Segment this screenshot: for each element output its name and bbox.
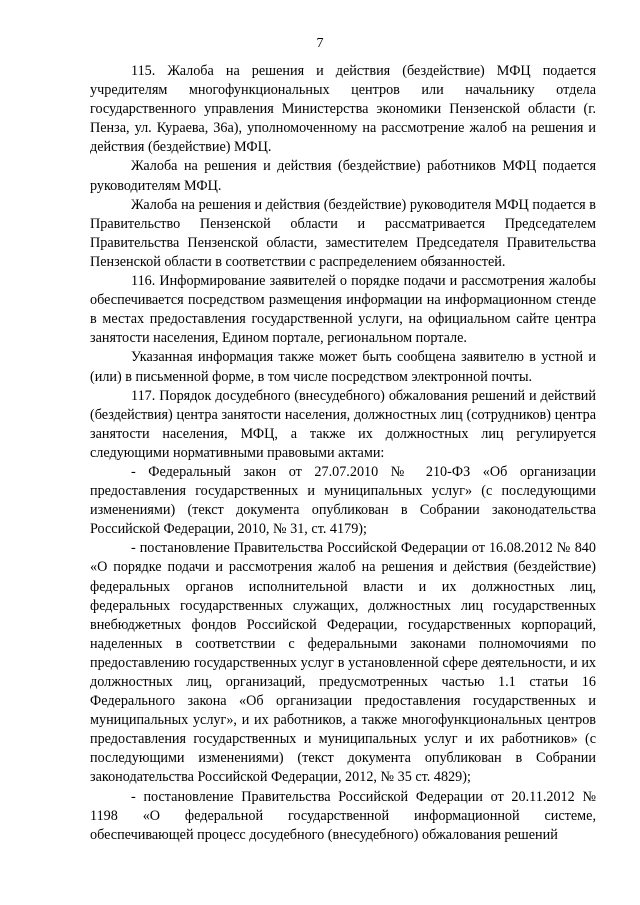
page-number: 7 — [316, 36, 324, 51]
paragraph-info-channels: Указанная информация также может быть сообщена заявителю в устной и (или) в письменной форме, в том числе посредством электронной почты. — [90, 349, 596, 385]
list-item-resolution-840: - постановление Правительства Российской Федерации от 16.08.2012 № 840 «О порядке подачи и рассмотрения жалоб на решения и действия (бездействие) федеральных органов исполнительной власти и их должностных лиц, федеральных государственных служащих, должностных лиц государственных внебюджетных фондов Российской Федерации, государственных корпораций, наделенных в соответствии с федеральными законами полномочиями по предоставлению государственных услуг в установленной сфере деятельности, и их должностных лиц, организаций, предусмотренных частью 1.1 статьи 16 Федерального закона «Об организации предоставления государственных и муниципальных услуг», и их работников, а также многофункциональных центров предоставления государственных и муниципальных услуг и их работников» (с последующими изменениями) (текст документа опубликован в Собрании законодательства Российской Федерации, 2012, № 35 ст. 4829); — [90, 540, 596, 786]
paragraph-115: 115. Жалоба на решения и действия (бездействие) МФЦ подается учредителям многофункциональных центров или начальнику отдела государственного управления Министерства экономики Пензенской области (г. Пенза, ул. Кураева, 36а), уполномоченному на рассмотрение жалоб на решения и действия (бездействие) МФЦ. — [90, 63, 596, 156]
paragraph-116: 116. Информирование заявителей о порядке подачи и рассмотрения жалобы обеспечивается посредством размещения информации на информационном стенде в местах предоставления государственной услуги, на официальном сайте центра занятости населения, Едином портале, региональном портале. — [90, 273, 596, 347]
paragraph-117: 117. Порядок досудебного (внесудебного) обжалования решений и действий (бездействия) центра занятости населения, должностных лиц (сотрудников) центра занятости населения, МФЦ, а также их должностных лиц регулируется следующими нормативными правовыми актами: — [90, 387, 596, 461]
document-body — [90, 62, 596, 845]
list-item-resolution-1198: - постановление Правительства Российской Федерации от 20.11.2012 № 1198 «О федеральной государственной информационной системе, обеспечивающей процесс досудебного (внесудебного) обжалования решений — [90, 788, 596, 843]
list-item-federal-law: - Федеральный закон от 27.07.2010 № 210-ФЗ «Об организации предоставления государственных и муниципальных услуг» (с последующими изменениями) (текст документа опубликован в Собрании законодательства Российской Федерации, 2010, № 31, ст. 4179); — [90, 463, 596, 538]
paragraph-mfc-head-complaint: Жалоба на решения и действия (бездействие) руководителя МФЦ подается в Правительство Пензенской области и рассматривается Председателем Правительства Пензенской области, заместителем Председателя Правительства Пензенской области в соответствии с распределением обязанностей. — [90, 196, 596, 270]
paragraph-mfc-workers-complaint: Жалоба на решения и действия (бездействие) работников МФЦ подается руководителям МФЦ. — [90, 158, 596, 194]
